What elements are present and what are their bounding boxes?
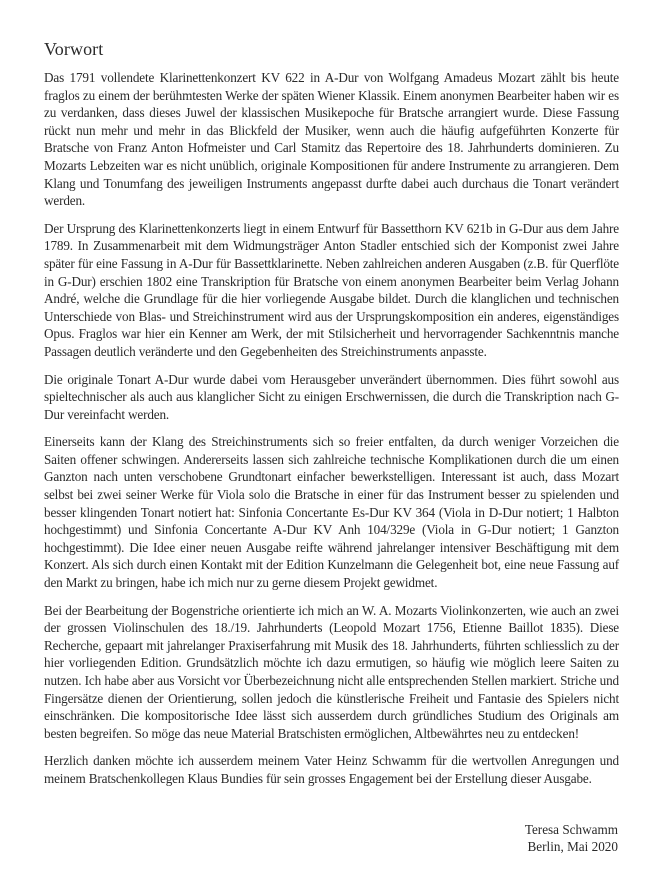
paragraph-origin: Der Ursprung des Klarinettenkonzerts liegt in einem Entwurf für Bassetthorn KV 621b in G-Dur aus dem Jahre 1789. In Zusammenarbeit mit dem Widmungsträger Anton Stadler entschied sich der Komponist zwei Jahre später für eine Fassung in A-Dur für Bassettklarinette. Neben zahlreichen anderen Ausgaben (z.B. für Querflöte in G-Dur) erschien 1802 eine Transkription für Bratsche von einem anonymen Bearbeiter beim Verlag Johann André, welche die Grundlage für die hier vorliegende Ausgabe bildet. Durch die klanglichen und technischen Unterschiede von Blas- und Streichinstrument wird aus der Ursprungskomposition ein anderes, eigenständiges Opus. Fraglos war hier ein Kenner am Werk, der mit Stilsicherheit und hervorragender Sachkenntnis manche Passagen deutlich veränderte und den Gegebenheiten des Streichinstruments anpasste. bbox=[44, 220, 619, 359]
paragraph-bowing: Bei der Bearbeitung der Bogenstriche orientierte ich mich an W. A. Mozarts Violinkonzerten, wie auch an zwei der grossen Violinschulen des 18./19. Jahrhunderts (Leopold Mozart 1756, Etienne Baillot 1835). Diese Recherche, gepaart mit jahrelanger Praxiserfahrung mit Musik des 18. Jahrhunderts, führten schliesslich zu der hier vorliegenden Edition. Grundsätzlich möchte ich dazu ermutigen, so häufig wie möglich leere Saiten zu nutzen. Ich habe aber aus Vorsicht vor Überbezeichnung nicht alle entsprechenden Stellen markiert. Striche und Fingersätze dienen der Orientierung, sollen jedoch die künstlerische Freiheit und Fantasie des Spielers nicht einschränken. Die kompositorische Idee lässt sich ausserdem durch gründliches Studium des Originals am besten begreifen. So möge das neue Material Bratschisten ermöglichen, Altbewährtes neu zu entdecken! bbox=[44, 602, 619, 741]
signature-block bbox=[525, 821, 618, 855]
paragraph-transposition: Einerseits kann der Klang des Streichinstruments sich so freier entfalten, da durch weniger Vorzeichen die Saiten offener schwingen. Andererseits lassen sich zahlreiche technische Komplikationen durch die um einen Ganzton nach unten verschobene Grundtonart einfacher bewerkstelligen. Interessant ist auch, dass Mozart selbst bei zwei seiner Werke für Viola solo die Bratsche in einer für das Instrument besser zu spielenden und besser klingenden Tonart notiert hat: Sinfonia Concertante Es-Dur KV 364 (Viola in D-Dur notiert; 1 Halbton hochgestimmt) und Sinfonia Concertante A-Dur KV Anh 104/329e (Viola in G-Dur notiert; 1 Ganzton hochgestimmt). Die Idee einer neuen Ausgabe reifte während jahrelanger intensiver Beschäftigung mit dem Konzert. Als sich durch einen Kontakt mit der Edition Kunzelmann die Gelegenheit bot, eine neue Fassung auf den Markt zu bringen, habe ich mich nur zu gerne diesem Projekt gewidmet. bbox=[44, 434, 619, 591]
document-page bbox=[44, 38, 619, 798]
paragraph-intro: Das 1791 vollendete Klarinettenkonzert KV 622 in A-Dur von Wolfgang Amadeus Mozart zählt bis heute fraglos zu einem der berühmtesten Werke der späten Wiener Klassik. Einem anonymen Bearbeiter haben wir es zu verdanken, dass dieses Juwel der klassischen Musikepoche für Bratsche arrangiert wurde. Diese Fassung rückt nun mehr und mehr in das Blickfeld der Musiker, wenn auch die häufig aufgeführten Konzerte für Bratsche von Franz Anton Hofmeister und Carl Stamitz das Repertoire des 18. Jahrhunderts dominieren. Zu Mozarts Lebzeiten war es nicht unüblich, originale Kompositionen für andere Instrumente zu arrangieren. Dem Klang und Tonumfang des jeweiligen Instruments angepasst durfte dabei auch durchaus die Tonart verändert werden. bbox=[44, 70, 619, 209]
page-title: Vorwort bbox=[44, 39, 104, 59]
paragraph-acknowledgements: Herzlich danken möchte ich ausserdem meinem Vater Heinz Schwamm für die wertvollen Anregungen und meinem Bratschenkollegen Klaus Bundies für sein grosses Engagement bei der Erstellung dieser Ausgabe. bbox=[44, 753, 619, 786]
paragraph-key: Die originale Tonart A-Dur wurde dabei vom Herausgeber unverändert übernommen. Dies führt sowohl aus spieltechnischer als auch aus klanglicher Sicht zu einigen Erschwernissen, die durch die Transkription nach G-Dur vereinfacht werden. bbox=[44, 371, 619, 422]
signature-place-date: Berlin, Mai 2020 bbox=[527, 839, 618, 854]
signature-author: Teresa Schwamm bbox=[524, 822, 618, 837]
